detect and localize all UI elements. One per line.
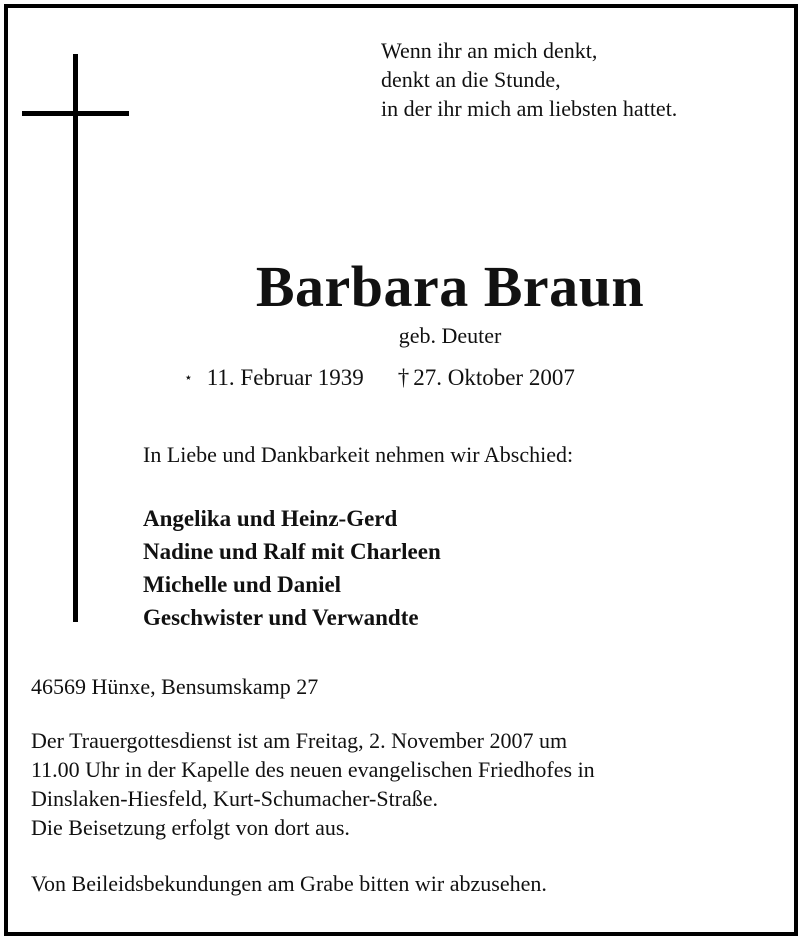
motto-verse bbox=[381, 36, 677, 123]
deceased-name: Barbara Braun bbox=[255, 254, 645, 319]
death-date: 27. Oktober 2007 bbox=[413, 365, 575, 390]
maiden-name: geb. Deuter bbox=[398, 323, 502, 348]
service-line: Dinslaken-Hiesfeld, Kurt-Schumacher-Straße. bbox=[31, 786, 439, 811]
mourner-entry: Angelika und Heinz-Gerd bbox=[143, 506, 398, 531]
farewell-text: In Liebe und Dankbarkeit nehmen wir Abschied: bbox=[143, 442, 574, 467]
mourner-entry: Michelle und Daniel bbox=[143, 572, 342, 597]
service-line: Die Beisetzung erfolgt von dort aus. bbox=[31, 815, 350, 840]
service-line: Der Trauergottesdienst ist am Freitag, 2. November 2007 um bbox=[31, 728, 568, 753]
cross-vertical-bar bbox=[73, 54, 78, 622]
death-dagger-icon: † bbox=[397, 365, 410, 390]
family-address: 46569 Hünxe, Bensumskamp 27 bbox=[31, 674, 319, 699]
mourner-entry: Geschwister und Verwandte bbox=[143, 605, 419, 630]
condolence-note: Von Beileidsbekundungen am Grabe bitten wir abzusehen. bbox=[31, 871, 547, 896]
motto-line: denkt an die Stunde, bbox=[381, 67, 561, 92]
service-line: 11.00 Uhr in der Kapelle des neuen evangelischen Friedhofes in bbox=[31, 757, 595, 782]
mourner-entry: Nadine und Ralf mit Charleen bbox=[143, 539, 441, 564]
cross-horizontal-bar bbox=[22, 111, 129, 116]
service-details bbox=[31, 726, 595, 842]
mourners-list bbox=[143, 502, 441, 634]
motto-line: Wenn ihr an mich denkt, bbox=[381, 38, 598, 63]
birth-date: 11. Februar 1939 bbox=[206, 365, 364, 390]
life-dates bbox=[184, 362, 575, 395]
motto-line: in der ihr mich am liebsten hattet. bbox=[381, 96, 678, 121]
birth-star-icon: ⋆ bbox=[184, 371, 193, 386]
